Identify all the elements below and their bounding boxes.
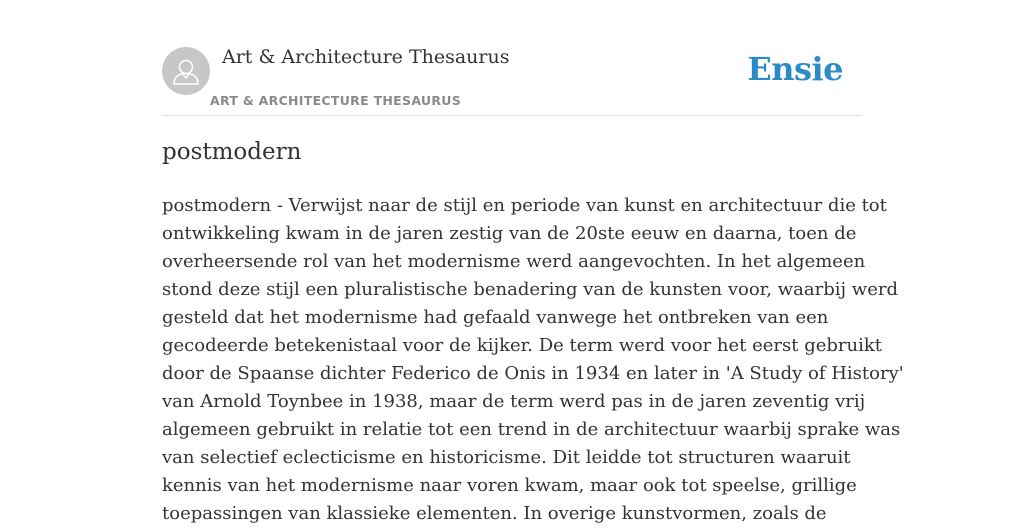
definition-line: algemeen gebruikt in relatie tot een trend in de architectuur waarbij sprake was: [162, 419, 901, 440]
entry-header: [162, 0, 862, 116]
definition-line: van selectief eclecticisme en historicisme. Dit leidde tot structuren waaruit: [162, 447, 851, 468]
definition-line: door de Spaanse dichter Federico de Onis in 1934 en later in 'A Study of History': [162, 363, 904, 384]
definition-line: ontwikkeling kwam in de jaren zestig van de 20ste eeuw en daarna, toen de: [162, 223, 857, 244]
definition-line: stond deze stijl een pluralistische benadering van de kunsten voor, waarbij werd: [162, 279, 898, 300]
definition-line: gesteld dat het modernisme had gefaald vanwege het ontbreken van een: [162, 307, 829, 328]
source-label[interactable]: ART & ARCHITECTURE THESAURUS: [210, 93, 462, 108]
definition-line: toepassingen van klassieke elementen. In overige kunstvormen, zoals de: [162, 503, 827, 524]
definition-line: van Arnold Toynbee in 1938, maar de term werd pas in de jaren zeventig vrij: [162, 391, 866, 412]
author-avatar[interactable]: [162, 47, 210, 95]
page-container: [162, 0, 904, 524]
definition-line: overheersende rol van het modernisme werd aangevochten. In het algemeen: [162, 251, 866, 272]
entry-definition: [162, 192, 904, 528]
definition-line: gecodeerde betekenistaal voor de kijker. De term werd voor het eerst gebruikt: [162, 335, 882, 356]
entry-title: postmodern: [162, 139, 302, 165]
definition-line: postmodern - Verwijst naar de stijl en periode van kunst en architectuur die tot: [162, 195, 887, 216]
author-name-link[interactable]: Art & Architecture Thesaurus: [222, 46, 510, 68]
ensie-logo[interactable]: Ensie: [747, 50, 843, 88]
definition-line: kennis van het modernisme naar voren kwam, maar ook tot speelse, grillige: [162, 475, 857, 496]
user-icon: [162, 47, 210, 95]
